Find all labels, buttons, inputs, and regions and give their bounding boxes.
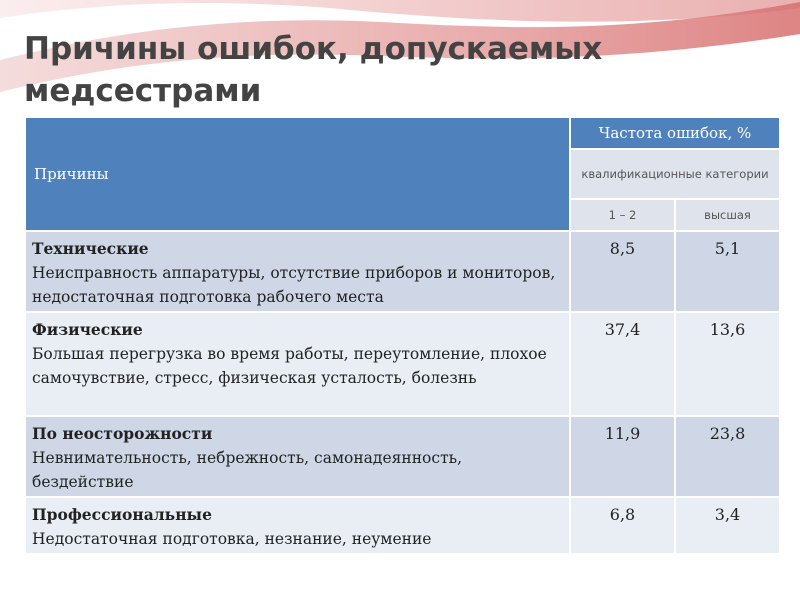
table-row xyxy=(25,416,780,497)
reason-title: Физические xyxy=(32,320,143,339)
value-level-1-2: 37,4 xyxy=(570,312,675,416)
reason-description: Невнимательность, небрежность, самонадеянность, бездействие xyxy=(32,449,463,491)
reason-description: Неисправность аппаратуры, отсутствие приборов и мониторов, недостаточная подготовка рабочего места xyxy=(32,264,556,306)
value-level-1-2: 8,5 xyxy=(570,231,675,312)
reason-title: Технические xyxy=(32,239,149,258)
value-level-1-2: 11,9 xyxy=(570,416,675,497)
header-reasons: Причины xyxy=(25,117,570,231)
value-level-highest: 5,1 xyxy=(675,231,780,312)
slide-title-line-1: Причины ошибок, допускаемых xyxy=(24,31,603,67)
slide-title xyxy=(24,28,764,112)
reason-description: Недостаточная подготовка, незнание, неумение xyxy=(32,530,432,548)
reason-title: По неосторожности xyxy=(32,424,213,443)
value-level-highest: 23,8 xyxy=(675,416,780,497)
header-frequency: Частота ошибок, % xyxy=(570,117,780,149)
value-level-highest: 3,4 xyxy=(675,497,780,554)
reason-cell xyxy=(25,416,570,497)
table-row xyxy=(25,231,780,312)
value-level-highest: 13,6 xyxy=(675,312,780,416)
reason-cell xyxy=(25,231,570,312)
reason-title: Профессиональные xyxy=(32,505,212,524)
value-level-1-2: 6,8 xyxy=(570,497,675,554)
header-level-1-2: 1 – 2 xyxy=(570,199,675,231)
slide-title-line-2: медсестрами xyxy=(24,73,262,109)
wave-band-upper xyxy=(0,0,800,22)
reason-cell xyxy=(25,312,570,416)
header-level-highest: высшая xyxy=(675,199,780,231)
table-row xyxy=(25,497,780,554)
table-row xyxy=(25,312,780,416)
errors-table xyxy=(24,116,781,555)
reason-cell xyxy=(25,497,570,554)
reason-description: Большая перегрузка во время работы, переутомление, плохое самочувствие, стресс, физическая усталость, болезнь xyxy=(32,345,547,387)
header-qualification-categories: квалификационные категории xyxy=(570,149,780,199)
